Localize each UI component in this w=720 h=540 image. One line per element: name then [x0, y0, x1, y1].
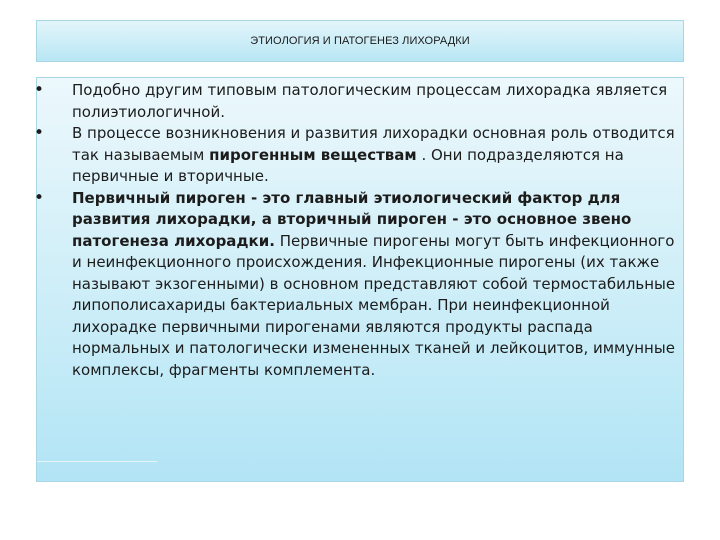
- bullet-text: В процессе возникновения и развития лихорадки основная роль отводится так называемым: [72, 124, 675, 164]
- bullet-bold-text: Первичный пироген - это главный этиологический фактор для развития лихорадки, а вторичный пироген - это основное звено патогенеза лихорадки.: [72, 188, 632, 250]
- title-box: [36, 20, 684, 62]
- bullet-item-2: [34, 123, 685, 188]
- bullet-dot-icon: •: [34, 80, 45, 100]
- bullet-bold-text: пирогенным веществам: [209, 145, 417, 164]
- bullet-item-1: [34, 80, 685, 123]
- bullet-text: Подобно другим типовым патологическим процессам лихорадка является полиэтиологичной.: [72, 81, 668, 121]
- divider-line: [37, 461, 157, 462]
- slide-title: ЭТИОЛОГИЯ И ПАТОГЕНЕЗ ЛИХОРАДКИ: [250, 35, 470, 47]
- bullet-list: [34, 80, 685, 381]
- bullet-text: Первичные пирогены могут быть инфекционного и неинфекционного происхождения. Инфекционные пирогены (их также называют экзогенными) в основном представляют собой термостабильные липополисахариды бактериальных мембран. При неинфекционной лихорадке первичными пирогенами являются продукты распада нормальных и патологически измененных тканей и лейкоцитов, иммунные комплексы, фрагменты комплемента.: [72, 231, 676, 379]
- content-box: [36, 77, 684, 482]
- bullet-dot-icon: •: [34, 123, 45, 143]
- bullet-text: . Они подразделяются на первичные и вторичные.: [72, 145, 624, 185]
- bullet-item-3: [34, 187, 685, 382]
- bullet-dot-icon: •: [34, 187, 45, 208]
